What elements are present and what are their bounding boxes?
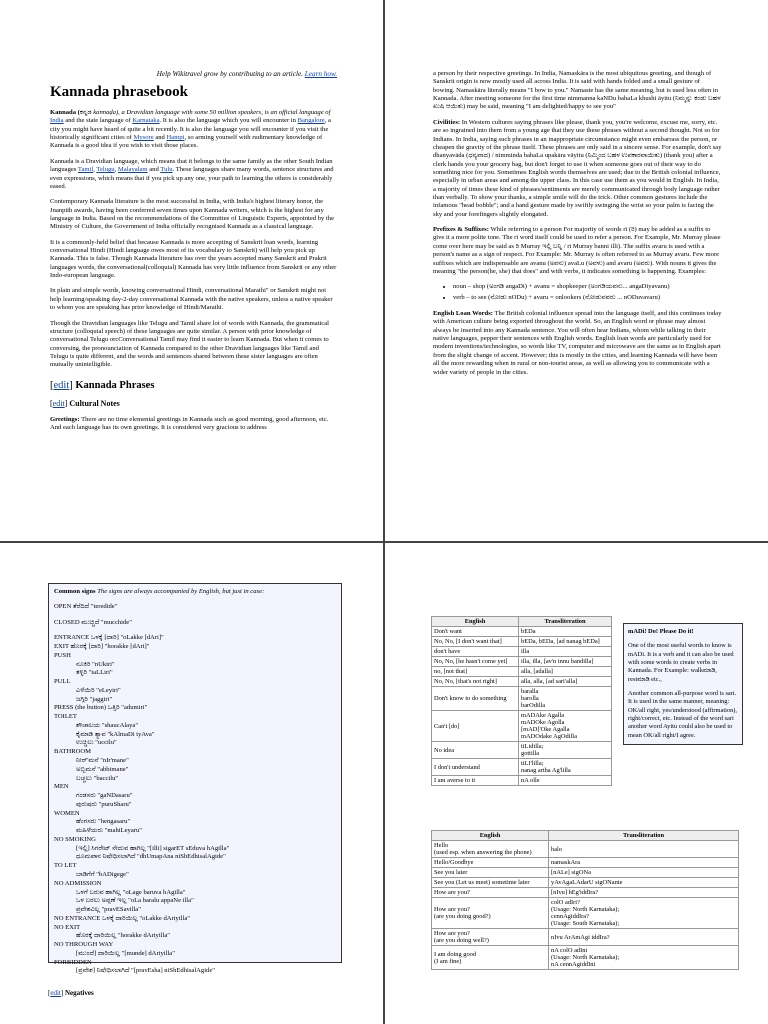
table-cell: alla, [adalla] bbox=[519, 667, 612, 677]
sign-line: NO ENTRANCE ಒಳಕ್ಕೆ ದಾರಿಯಿಲ್ಲ "oLakke dAriyilla" bbox=[54, 914, 190, 922]
sign-line: NO ADMISSION bbox=[54, 879, 102, 887]
table-cell: yAvAgaLAdarU sigONante bbox=[549, 878, 739, 888]
kannada-phrases-heading: [edit] Kannada Phrases bbox=[50, 379, 155, 391]
table-cell: no, [not that] bbox=[432, 667, 519, 677]
table-cell: baralla barolla barOdilla bbox=[519, 687, 612, 711]
sign-line: ಬಾಡಿಗೆಗೆ "bADigege" bbox=[76, 870, 129, 878]
karnataka-link[interactable]: Karnataka bbox=[132, 117, 160, 125]
table-row bbox=[432, 637, 612, 647]
sign-line: ಗಂಡಸರು "gaNDasaru" bbox=[76, 792, 133, 800]
sign-line: CLOSED ಮುಚ್ಚಿದೆ "mucchide" bbox=[54, 618, 132, 626]
tip-paragraph: One of the most useful words to know is mADi. It is a verb and it can also be used with some words to create verbs in Kannada. For Example: walkಮಾಡಿ, restಮಾಡಿ etc., bbox=[628, 642, 734, 683]
table-row bbox=[432, 878, 739, 888]
table-row bbox=[432, 946, 739, 970]
malayalam-link[interactable]: Malayalam bbox=[117, 166, 148, 174]
tip-title: mADi! Do! Please Do it! bbox=[628, 628, 694, 635]
table-row bbox=[432, 841, 739, 858]
table-row bbox=[432, 657, 612, 667]
table-cell: namaskAra bbox=[549, 858, 739, 868]
table-cell: tiLI'lilla; nanag artha Ag'lilla bbox=[519, 759, 612, 776]
sign-line: [ಪ್ರವೇಶ] ನಿಷೇಧಿಸಲಾಗಿದೆ "[pravEsha] niShEdhisalAgide" bbox=[76, 967, 215, 975]
table-row bbox=[432, 888, 739, 898]
page-2 bbox=[385, 0, 768, 541]
table-cell: alla, alla, [ad sari'alla] bbox=[519, 677, 612, 687]
sign-line: EXIT ಹೊರಕ್ಕೆ [ದಾರಿ] "horakke [dAri]" bbox=[54, 643, 150, 651]
table-cell: See you later bbox=[432, 868, 549, 878]
sign-line: NO THROUGH WAY bbox=[54, 941, 114, 949]
sign-line: ಶೌಚಾಲಯ "shaucAlaya" bbox=[76, 721, 139, 729]
table-cell: I am doing good (I am fine) bbox=[432, 946, 549, 970]
sign-line: ಪ್ರವೇಶವಿಲ್ಲ "pravESavilla" bbox=[76, 906, 141, 914]
page-title: Kannada phrasebook bbox=[50, 84, 188, 100]
india-link[interactable]: India bbox=[50, 117, 64, 125]
table-cell: No, No, [he hasn't come yet] bbox=[432, 657, 519, 667]
table-cell: nA colO adIni (Usage: North Karnataka); nA cennAgiddIni bbox=[549, 946, 739, 970]
sign-line: ಬಚ್ಚಲು "baccilu" bbox=[76, 774, 119, 782]
sign-line: PUSH bbox=[54, 651, 71, 659]
sign-line: ನೂಕಿರಿ "nUkiri" bbox=[76, 660, 115, 668]
learn-how-link[interactable]: Learn how. bbox=[304, 70, 337, 78]
sign-line: PULL bbox=[54, 678, 71, 686]
sign-line: ತಳ್ಳಿರಿ "taLLiri" bbox=[76, 669, 113, 677]
sign-line: OPEN ತೆರೆದಿದೆ "teredide" bbox=[54, 602, 118, 610]
negatives-table bbox=[431, 616, 612, 786]
sanskrit-paragraph: It is a commonly-held belief that because Kannada is more accepting of Sanskrit loan words, learning conversational Hindi (Hindi language owes most of its vocabulary to Sanskrit) will help you pick up Kannada. This is false. Though Kannada literature has over the years accepted many Sanskrit and Prakrit languages words, the conversational(colloquial) Kannada has very little influence from Sanskrit or any other Indo-european language. bbox=[50, 238, 337, 280]
sign-line: WOMEN bbox=[54, 809, 80, 817]
table-cell: How are you? (are you doing well?) bbox=[432, 929, 549, 946]
table-cell: No idea bbox=[432, 742, 519, 759]
table-cell: See you (Let us meet) sometime later bbox=[432, 878, 549, 888]
sign-line: NO SMOKING bbox=[54, 835, 96, 843]
sign-line: ಜಗ್ಗಿರಿ "jaggiri" bbox=[76, 695, 113, 703]
sign-line: NO EXIT bbox=[54, 923, 81, 931]
table-cell: bEDa bbox=[519, 627, 612, 637]
sign-line: ಕೈಮಾಡಿ ತ್ಯಾವ "kAlmaDi tyAva" bbox=[76, 730, 155, 738]
table-row bbox=[432, 711, 612, 742]
hampi-link[interactable]: Hampi bbox=[166, 134, 185, 142]
list-item: • verb – to see (ನೋಡು nODu) + avaru = onlookers (ನೋಡುವವರು ... nODuvavaru) bbox=[453, 294, 722, 302]
signs-header: Common signs The signs are always accompanied by English, but just in case: bbox=[54, 588, 265, 595]
sign-line: BATHROOM bbox=[54, 748, 92, 756]
help-banner bbox=[50, 70, 337, 78]
table-cell: No, No, [I don't want that] bbox=[432, 637, 519, 647]
tip-paragraph: Another common all-purpose word is sari. It is used in the same manner, meaning: OK/all right, yes/understood (affirmation), right/correct, etc. Instead of the word sari another word Ayitu could also be used to mean OK/all right/I agree. bbox=[628, 689, 738, 739]
table-row bbox=[432, 868, 739, 878]
table-cell: nIvu ArAmAgi iddIra? bbox=[549, 929, 739, 946]
table-cell: Hello/Goodbye bbox=[432, 858, 549, 868]
table-header: English bbox=[432, 831, 549, 841]
table-cell: Don't know to do something bbox=[432, 687, 519, 711]
sign-line: ಅಬ್ಬಿಮನೆ "abbimane" bbox=[76, 765, 129, 773]
sign-line: ಪುರುಷರು "puruSharu" bbox=[76, 800, 132, 808]
suffix-examples bbox=[433, 283, 722, 302]
table-row bbox=[432, 759, 612, 776]
table-row bbox=[432, 776, 612, 786]
sign-line: [ಮುಂದೆ] ದಾರಿಯಿಲ್ಲ "[munde] dAriyilla" bbox=[76, 949, 175, 957]
help-text: Help Wikitravel grow by contributing to an article. bbox=[156, 70, 303, 78]
table-cell: mADAke Agalla mADOke Agolla [mAD]'Oke Agalla mADOdake AgOdilla bbox=[519, 711, 612, 742]
table-cell: [nALe] sigONa bbox=[549, 868, 739, 878]
table-header: Transliteration bbox=[549, 831, 739, 841]
sign-line: MEN bbox=[54, 783, 69, 791]
table-cell: illa, illa, [av'n innu bandilla] bbox=[519, 657, 612, 667]
sign-line: ಎಳೆಯಿರಿ "eLeyiri" bbox=[76, 686, 121, 694]
civilities-paragraph: Civilities: In Western cultures saying phrases like please, thank you, you're welcome, excuse me, sorry, etc. are so ingrained into them from a young age that they use these phrases without a second thought. Not so for Indians. In India, saying such phrases in an inappropriate circumstance might even embarrass the person, or cheapen the gravity of the phrase itself. These phrases are only said in a sincere sense. For example, don't say dhanyavāda (ಧನ್ಯವಾದ) / nimminda bahaLa upakāra vāyitu (ನಿಮ್ಮಿಂದ ಬಹಳ ಉಪಕಾರವಾಯಿತು) (thank you) after a clerk hands you your grocery bag, but don't forget to use it when someone goes out of their way to do something nice for you. Sometimes English words themselves are used; due to the British colonial influence, especially in urban areas and among the upper class. In this case use them as you would in English. In India, a majority of times these kind of phrases/sentiments are merely communicated through body language rather than verbally. To show your thanks, a simple smile will do the trick. Other common gestures include the infamous "head bobble"; and a hand gesture made by swiftly swinging the wrist so your palm is facing the sky and your forefingers slightly elongated. bbox=[433, 118, 722, 218]
sign-line: ಮಹಿಳೆಯರು "mahiLeyaru" bbox=[76, 827, 142, 835]
greetings-table bbox=[431, 830, 739, 970]
hindi-paragraph: In plain and simple words, knowing conversational Hindi, conversational Marathi" or Sanskrit might not help learning/speaking day-2-day conversational Kannada with the native speakers, unless a native speaker to whom you are speaking has prior knowledge of Hindi/Marathi. bbox=[50, 287, 333, 312]
table-cell: halo bbox=[549, 841, 739, 858]
dravidian-grammar-paragraph: Though the Dravidian languages like Telugu and Tamil share lot of words with Kannada, the grammatical structure (colloquial speech) of these languages are quite similar. A person with prior knowledge of conversational Telugu orcConversational Tamil may find it easier to learn Kannada. But when it comes to conversing, the pronounciation of Kannada compared to the other Dravidian languages like Tamil and Telugu is quite different, and the words and sentences shared between these sister languages are often mutually unintelligible. bbox=[50, 319, 329, 369]
madi-tip-box bbox=[623, 623, 743, 745]
tamil-link[interactable]: Tamil bbox=[77, 166, 94, 174]
sign-line: ಧೂಮಪಾನ ನಿಷೇಧಿಸಲಾಗಿದೆ "dhUmapAna niShEdhisalAgide" bbox=[76, 853, 226, 861]
table-cell: How are you? bbox=[432, 888, 549, 898]
negatives-heading: [edit] Negatives bbox=[48, 989, 94, 997]
common-signs-box bbox=[48, 583, 342, 975]
table-row bbox=[432, 627, 612, 637]
telugu-link[interactable]: Telugu bbox=[96, 166, 115, 174]
sign-line: ಹೊರಕ್ಕೆ ದಾರಿಯಿಲ್ಲ "horakke dAriyilla" bbox=[76, 932, 170, 940]
page-4 bbox=[385, 543, 768, 1024]
table-cell: illa bbox=[519, 647, 612, 657]
sign-line: ಒಳ ಬರಲು ಅಪ್ಪಣೆ ಇಲ್ಲ "oLa baralu appaNe illa" bbox=[76, 897, 194, 905]
table-cell: Don't want bbox=[432, 627, 519, 637]
table-cell: I don't understand bbox=[432, 759, 519, 776]
cultural-notes-heading: [edit] Cultural Notes bbox=[50, 398, 120, 408]
table-row bbox=[432, 647, 612, 657]
list-item: • noun – shop (ಅಂಗಡಿ angaDi) + avanu = shopkeeper (ಅಂಗಡಿಯವನು... angaDiyavanu) bbox=[453, 283, 722, 291]
table-cell: Hello (used esp. when answering the phone) bbox=[432, 841, 549, 858]
tulu-link[interactable]: Tulu bbox=[160, 166, 173, 174]
table-cell: don't have bbox=[432, 647, 519, 657]
prefixes-paragraph: Prefixes & Suffixes: While referring to a person For majority of words rī (ರಿ) may be added as a suffix to give it a more polite tone. The rī word itself could be used to refer a person. For Example, Mr. Murray please come over here may be said as ರಿ Murray ಇಲ್ಲಿ ಬನ್ನಿ / rī Murray banni illi). The suffix avaru is used with a person's name as a sign of respect. For Example: Mr. Murray is often referred to as Murray avaru. Few more suffixes which are indispensable are avanu (ಅವನು) avaLu (ಅವಳು) and avaru (ಅವರು). With nouns it gives the meaning "the person(he, she) that does" and with verbs, it indicates something is happening. Examples: bbox=[433, 226, 721, 275]
sign-line: TOILET bbox=[54, 713, 77, 721]
literature-paragraph: Contemporary Kannada literature is the most successful in India, with India's highest literary honor, the Jnanpith awards, having been conferred seven times upon Kannada writers, which is the highest for any language in India. Based on the recommendations of the Committee of Linguistic Experts, appointed by the Ministry of Culture, the Government of India officially recognised Kannada as a classical language. bbox=[50, 198, 335, 231]
sign-line: PRESS (the button) ಒತ್ತಿರಿ "adumiri" bbox=[54, 704, 148, 712]
table-row bbox=[432, 898, 739, 929]
sign-line: [ಇಲ್ಲಿ] ಸಿಗರೇಟ್ ಸೇದುವ ಹಾಗಿಲ್ಲ "[illi] sigarET sEduva hAgilla" bbox=[76, 844, 230, 852]
table-cell: No, No, [that's not right] bbox=[432, 677, 519, 687]
mysore-link[interactable]: Mysore bbox=[133, 134, 154, 142]
table-cell: [nIvu] hEg'iddIra? bbox=[549, 888, 739, 898]
page-1 bbox=[0, 0, 383, 541]
table-row bbox=[432, 667, 612, 677]
edit-link[interactable]: edit bbox=[53, 379, 70, 391]
table-cell: colO adIri? (Usage: North Karnataka); cennAgiddIra? (Usage: South Karnataka); bbox=[549, 898, 739, 929]
sign-line: FORBIDDEN bbox=[54, 958, 92, 966]
sign-line: ನೀರ್'ಮನೆ "nIr'mane" bbox=[76, 757, 129, 765]
table-cell: nA olle bbox=[519, 776, 612, 786]
intro-paragraph: Kannada (ಕನ್ನಡ kannaḍa), a Dravidian language with some 50 million speakers, is an official language of India and the state language of Karnataka. It is also the language which you will encounter in Bangalore, a city you might have heard of quite a bit recently. It is also the language you will encounter if you visit the historically significant cities of Mysore and Hampi, so arming yourself with rudimentary knowledge of Kannada is a good idea if you wish to visit those places. bbox=[50, 109, 331, 150]
page-3 bbox=[0, 543, 383, 1024]
table-row bbox=[432, 929, 739, 946]
edit-link[interactable]: edit bbox=[50, 989, 61, 997]
greetings-continued: a person by their respective greetings. In India, Namaskāra is the most ubiquitous greeting, and though of Sanskrit origin is now mostly used all across India. It is said with hands folded and a small gesture of bowing. Namaskāra literally means "I bow to you." Namaste has the same meaning, but is used less often in Kannada. After meeting someone for the first time nimmanna kaNDu bahaLa khushi āyitu (ನಿಮ್ಮನ್ನು ಕಂಡು ಬಹಳ ಖುಷಿ ಆಯಿತು) may be said, meaning "I am delighted/happy to see you" bbox=[433, 70, 721, 111]
sign-line: ಹೆಂಗಸರು "hengasaru" bbox=[76, 818, 131, 826]
table-cell: bEDa, bEDa, [ad nanag bEDa] bbox=[519, 637, 612, 647]
bangalore-link[interactable]: Bangalore bbox=[297, 117, 325, 125]
sign-line: ಉಚ್ಚಿಲು "uccilu" bbox=[76, 739, 117, 747]
table-cell: Can't [do] bbox=[432, 711, 519, 742]
table-cell: I am averse to it bbox=[432, 776, 519, 786]
dravidian-paragraph: Kannada is a Dravidian language, which means that it belongs to the same family as the other South Indian languages Tamil, Telugu, Malayalam and Tulu. These languages share many words, sentence structures and even expressions, which means that if you pick up any one, your path to learning the others is considerably eased. bbox=[50, 157, 334, 190]
greetings-paragraph: Greetings: There are no time elemental greetings in Kannada such as good morning, good afternoon, etc. And each language has its own greetings. It is considered very gracious to address bbox=[50, 415, 329, 432]
table-row bbox=[432, 858, 739, 868]
sign-line: TO LET bbox=[54, 862, 77, 870]
sign-line: ಒಳಗೆ ಬರುವ ಹಾಗಿಲ್ಲ "oLage baruva hAgilla" bbox=[76, 888, 186, 896]
table-row bbox=[432, 687, 612, 711]
edit-link[interactable]: edit bbox=[52, 398, 65, 408]
loan-words-paragraph: English Loan Words: The British colonial influence spread into the language itself, and this continues today with American culture being exported throughout the world. So, an English word or phrase may almost always be inserted into any Kannada sentence. You will often hear Indians, whom while talking in their native languages, pepper their sentences with English words. English loan words are particularly used for modern inventions/technologies, so words like TV, computer and microwave are the same as in English apart from the slight change of accent. However; this is mostly in the cities, and learning Kannada will have been all the more rewarding when in rural or non-tourist areas, as well as allowing you to communicate with a wider variety of people in the cities. bbox=[433, 309, 722, 376]
table-row bbox=[432, 742, 612, 759]
table-header: English bbox=[432, 617, 519, 627]
sign-line: ENTRANCE ಒಳಕ್ಕೆ [ದಾರಿ] "oLakke [dAri]" bbox=[54, 634, 164, 642]
table-cell: How are you? (are you doing good?) bbox=[432, 898, 549, 929]
table-cell: tiLidilla; gottilla bbox=[519, 742, 612, 759]
table-header: Transliteration bbox=[519, 617, 612, 627]
table-row bbox=[432, 677, 612, 687]
